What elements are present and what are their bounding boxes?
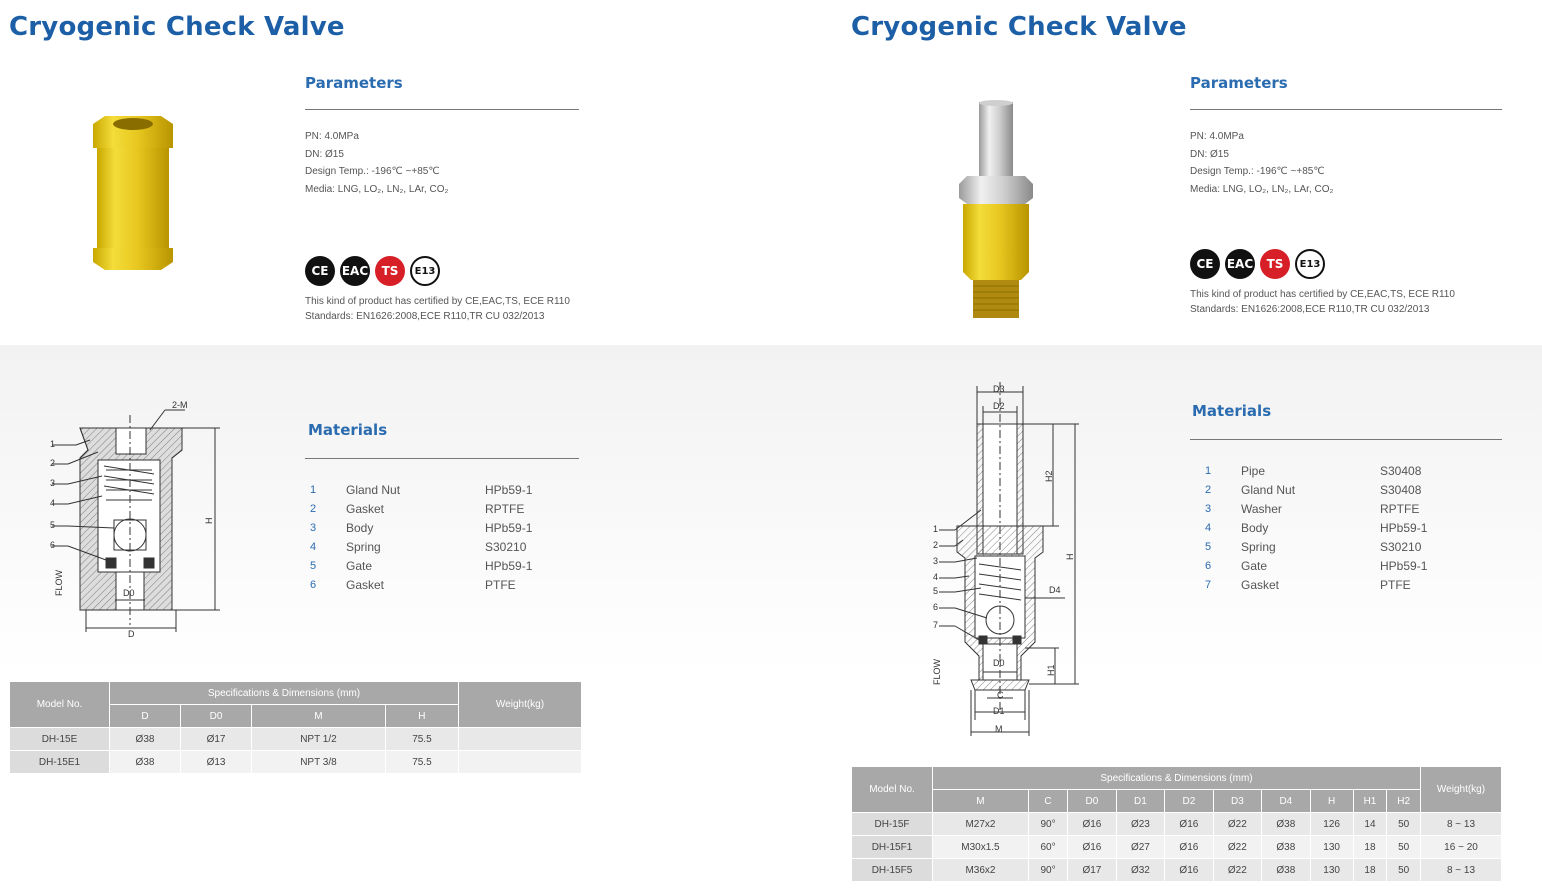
left-technical-drawing	[40, 400, 230, 640]
cell: Ø22	[1213, 836, 1261, 859]
col-header: D4	[1262, 790, 1310, 813]
col-header: H1	[1353, 790, 1387, 813]
cert-line: This kind of product has certified by CE,EAC,TS, ECE R110	[305, 296, 570, 307]
model-cell: DH-15F	[852, 813, 933, 836]
e13-mark-icon: E13	[410, 256, 440, 286]
material-row	[310, 556, 532, 575]
cell: Ø13	[181, 751, 252, 774]
right-cert-badges	[1190, 249, 1325, 279]
left-materials-rule	[305, 458, 579, 459]
left-page-title: Cryogenic Check Valve	[9, 12, 345, 42]
right-spec-table	[851, 766, 1502, 882]
material-name: Gasket	[1241, 577, 1280, 592]
cell: 126	[1310, 813, 1353, 836]
ts-mark-icon: TS	[1260, 249, 1290, 279]
material-value: PTFE	[1380, 577, 1411, 592]
material-value: HPb59-1	[485, 482, 533, 497]
eac-mark-icon: EAC	[1225, 249, 1255, 279]
part-label: 3	[933, 556, 939, 566]
right-parameters-rule	[1190, 109, 1502, 110]
left-cert-badges	[305, 256, 440, 286]
material-no: 2	[310, 502, 317, 515]
material-name: Gland Nut	[1241, 482, 1296, 497]
cell: 90°	[1028, 813, 1067, 836]
cell: Ø16	[1068, 813, 1116, 836]
right-materials-rule	[1190, 439, 1502, 440]
col-header: H	[385, 705, 458, 728]
param-pn: PN: 4.0MPa	[1190, 131, 1244, 142]
param-pn: PN: 4.0MPa	[305, 131, 359, 142]
col-header: D0	[181, 705, 252, 728]
part-label: 3	[50, 478, 56, 488]
material-no: 6	[1205, 559, 1212, 572]
h-label: H	[204, 517, 214, 524]
material-name: Washer	[1241, 501, 1282, 516]
left-parameters-rule	[305, 109, 579, 110]
material-value: S30408	[1380, 463, 1422, 478]
param-dn: DN: Ø15	[305, 148, 344, 160]
ce-mark-icon: CE	[305, 256, 335, 286]
material-no: 2	[1205, 483, 1212, 496]
model-cell: DH-15E	[10, 728, 110, 751]
col-header: D1	[1116, 790, 1164, 813]
material-no: 3	[310, 521, 317, 534]
param-media: Media: LNG, LO₂, LN₂, LAr, CO₂	[305, 183, 449, 195]
cell: 14	[1353, 813, 1387, 836]
material-no: 1	[1205, 464, 1212, 477]
cell: Ø22	[1213, 859, 1261, 882]
d2-label: D2	[993, 401, 1005, 411]
right-materials-heading: Materials	[1192, 402, 1272, 420]
cell: NPT 3/8	[252, 751, 386, 774]
flow-label: FLOW	[932, 659, 942, 685]
e13-mark-icon: E13	[1295, 249, 1325, 279]
right-cert-text	[1190, 287, 1455, 317]
part-label: 1	[933, 524, 939, 534]
standards-line: Standards: EN1626:2008,ECE R110,TR CU 032/2013	[305, 311, 545, 322]
cell: Ø23	[1116, 813, 1164, 836]
ts-mark-icon: TS	[375, 256, 405, 286]
d0-label: D0	[123, 588, 135, 598]
model-header: Model No.	[852, 767, 933, 813]
cell: 130	[1310, 836, 1353, 859]
col-header: M	[933, 790, 1029, 813]
cell: 50	[1387, 813, 1421, 836]
cell: 75.5	[385, 751, 458, 774]
left-materials-table	[310, 480, 532, 594]
cell: Ø38	[1262, 836, 1310, 859]
material-row	[310, 480, 532, 499]
material-value: HPb59-1	[485, 558, 533, 573]
cell: 18	[1353, 859, 1387, 882]
cell: M30x1.5	[933, 836, 1029, 859]
col-header: D	[110, 705, 181, 728]
material-row	[310, 575, 532, 594]
material-no: 4	[1205, 521, 1212, 534]
spec-group-header: Specifications & Dimensions (mm)	[110, 682, 459, 705]
m-label: 2-M	[172, 400, 188, 410]
material-name: Spring	[1241, 539, 1276, 554]
material-value: RPTFE	[485, 501, 525, 516]
weight-cell: 16 ~ 20	[1421, 836, 1502, 859]
table-row	[10, 751, 582, 774]
right-page-title: Cryogenic Check Valve	[851, 12, 1187, 42]
model-header: Model No.	[10, 682, 110, 728]
material-row	[1205, 480, 1427, 499]
material-row	[310, 537, 532, 556]
material-no: 5	[1205, 540, 1212, 553]
standards-line: Standards: EN1626:2008,ECE R110,TR CU 032/2013	[1190, 304, 1430, 315]
right-materials-table	[1205, 461, 1427, 594]
part-label: 5	[933, 586, 939, 596]
cell: 50	[1387, 859, 1421, 882]
material-no: 4	[310, 540, 317, 553]
h2-label: H2	[1044, 470, 1054, 482]
cell: Ø22	[1213, 813, 1261, 836]
d1-label: D1	[993, 706, 1005, 716]
part-label: 6	[933, 602, 939, 612]
left-parameters-list	[305, 128, 448, 198]
material-value: S30408	[1380, 482, 1422, 497]
weight-header: Weight(kg)	[459, 682, 582, 728]
cell: 75.5	[385, 728, 458, 751]
weight-cell: 8 ~ 13	[1421, 859, 1502, 882]
material-name: Gate	[346, 558, 373, 573]
material-name: Gasket	[346, 577, 385, 592]
material-name: Body	[1241, 520, 1269, 535]
cell: 90°	[1028, 859, 1067, 882]
part-label: 2	[50, 458, 56, 468]
model-cell: DH-15E1	[10, 751, 110, 774]
material-no: 5	[310, 559, 317, 572]
cell: 60°	[1028, 836, 1067, 859]
material-row	[1205, 461, 1427, 480]
cell: Ø16	[1068, 836, 1116, 859]
part-label: 1	[50, 439, 56, 449]
left-parameters-heading: Parameters	[305, 74, 403, 92]
param-temp: Design Temp.: -196℃ ~+85℃	[305, 166, 440, 177]
eac-mark-icon: EAC	[340, 256, 370, 286]
col-header: M	[252, 705, 386, 728]
flow-label: FLOW	[54, 570, 64, 596]
cell: Ø38	[110, 751, 181, 774]
cell: Ø17	[1068, 859, 1116, 882]
d3-label: D3	[993, 384, 1005, 394]
left-spec-table	[9, 681, 582, 774]
table-row	[852, 859, 1502, 882]
cell: 18	[1353, 836, 1387, 859]
material-row	[1205, 518, 1427, 537]
material-no: 3	[1205, 502, 1212, 515]
part-label: 5	[50, 520, 56, 530]
right-parameters-heading: Parameters	[1190, 74, 1288, 92]
material-row	[310, 518, 532, 537]
cell: Ø16	[1165, 859, 1213, 882]
left-materials-heading: Materials	[308, 421, 388, 439]
material-row	[1205, 499, 1427, 518]
right-product-photo	[955, 98, 1037, 320]
model-cell: DH-15F5	[852, 859, 933, 882]
weight-cell	[459, 728, 582, 751]
material-value: RPTFE	[1380, 501, 1420, 516]
col-header: H	[1310, 790, 1353, 813]
part-label: 7	[933, 620, 939, 630]
part-label: 6	[50, 540, 56, 550]
table-row	[852, 813, 1502, 836]
material-name: Spring	[346, 539, 381, 554]
material-row	[1205, 537, 1427, 556]
right-technical-drawing	[925, 380, 1085, 740]
material-row	[310, 499, 532, 518]
cell: 130	[1310, 859, 1353, 882]
cell: M36x2	[933, 859, 1029, 882]
material-value: S30210	[485, 539, 527, 554]
material-name: Pipe	[1241, 463, 1266, 478]
param-dn: DN: Ø15	[1190, 148, 1229, 160]
material-value: PTFE	[485, 577, 516, 592]
cell: Ø38	[110, 728, 181, 751]
h-label: H	[1065, 553, 1075, 560]
cell: Ø16	[1165, 813, 1213, 836]
col-header: D2	[1165, 790, 1213, 813]
cert-line: This kind of product has certified by CE,EAC,TS, ECE R110	[1190, 289, 1455, 300]
left-product-photo	[85, 110, 181, 278]
model-cell: DH-15F1	[852, 836, 933, 859]
material-no: 6	[310, 578, 317, 591]
part-label: 4	[50, 498, 56, 508]
cell: Ø32	[1116, 859, 1164, 882]
material-row	[1205, 575, 1427, 594]
material-value: S30210	[1380, 539, 1422, 554]
material-no: 7	[1205, 578, 1212, 591]
m-label: M	[995, 724, 1003, 734]
cell: Ø17	[181, 728, 252, 751]
part-label: 4	[933, 572, 939, 582]
ce-mark-icon: CE	[1190, 249, 1220, 279]
cell: NPT 1/2	[252, 728, 386, 751]
material-name: Gasket	[346, 501, 385, 516]
right-parameters-list	[1190, 128, 1333, 198]
d-label: D	[128, 629, 135, 639]
col-header: D0	[1068, 790, 1116, 813]
spec-group-header: Specifications & Dimensions (mm)	[933, 767, 1421, 790]
material-row	[1205, 556, 1427, 575]
cell: Ø38	[1262, 859, 1310, 882]
param-temp: Design Temp.: -196℃ ~+85℃	[1190, 166, 1325, 177]
left-cert-text	[305, 294, 570, 324]
material-value: HPb59-1	[1380, 520, 1428, 535]
h1-label: H1	[1046, 664, 1056, 676]
cell: Ø27	[1116, 836, 1164, 859]
table-row	[852, 836, 1502, 859]
weight-cell: 8 ~ 13	[1421, 813, 1502, 836]
material-name: Gland Nut	[346, 482, 401, 497]
weight-cell	[459, 751, 582, 774]
material-value: HPb59-1	[485, 520, 533, 535]
cell: M27x2	[933, 813, 1029, 836]
weight-header: Weight(kg)	[1421, 767, 1502, 813]
cell: Ø16	[1165, 836, 1213, 859]
col-header: H2	[1387, 790, 1421, 813]
part-label: 2	[933, 540, 939, 550]
material-name: Gate	[1241, 558, 1268, 573]
c-label: C	[997, 690, 1004, 700]
material-value: HPb59-1	[1380, 558, 1428, 573]
material-no: 1	[310, 483, 317, 496]
cell: 50	[1387, 836, 1421, 859]
d4-label: D4	[1049, 585, 1061, 595]
material-name: Body	[346, 520, 374, 535]
param-media: Media: LNG, LO₂, LN₂, LAr, CO₂	[1190, 183, 1334, 195]
col-header: D3	[1213, 790, 1261, 813]
cell: Ø38	[1262, 813, 1310, 836]
col-header: C	[1028, 790, 1067, 813]
d0-label: D0	[993, 658, 1005, 668]
table-row	[10, 728, 582, 751]
